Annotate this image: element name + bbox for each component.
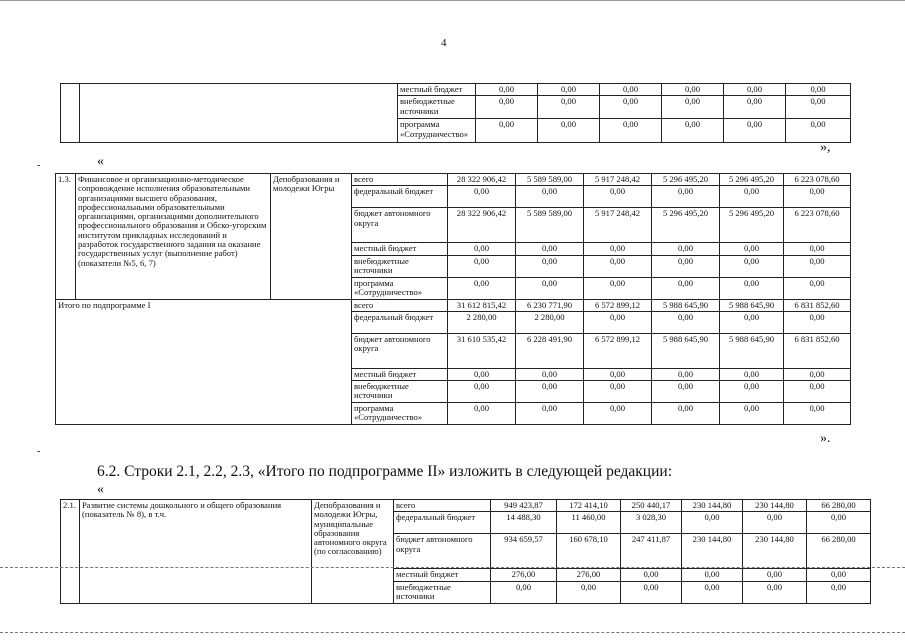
value-cell: 0,00 (584, 403, 652, 425)
value-cell: 0,00 (516, 186, 584, 208)
row-label: бюджет автономного округа (352, 333, 448, 368)
value-cell: 0,00 (724, 119, 786, 143)
row-label: всего (394, 500, 491, 512)
table-row (61, 500, 871, 512)
value-cell: 230 144,80 (682, 534, 743, 569)
value-cell: 5 917 248,42 (584, 208, 652, 243)
value-cell: 0,00 (516, 368, 584, 380)
value-cell: 11 460,00 (557, 512, 621, 534)
value-cell: 0,00 (682, 512, 743, 534)
value-cell: 0,00 (784, 311, 851, 333)
close-quote-2: ». (820, 431, 831, 446)
value-cell: 0,00 (538, 96, 600, 119)
row-label: местный бюджет (398, 84, 476, 96)
value-cell: 0,00 (448, 381, 516, 403)
row-label: бюджет автономного округа (394, 534, 491, 569)
row-label: бюджет автономного округа (352, 208, 448, 243)
row-number: 2.1. (61, 500, 80, 604)
value-cell: 0,00 (584, 255, 652, 277)
row-label: федеральный бюджет (352, 186, 448, 208)
value-cell: 0,00 (584, 368, 652, 380)
row-label: федеральный бюджет (394, 512, 491, 534)
value-cell: 0,00 (652, 277, 720, 299)
row-label: местный бюджет (352, 243, 448, 255)
value-cell: 0,00 (652, 186, 720, 208)
value-cell: 6 228 491,90 (516, 333, 584, 368)
row-description: Развитие системы дошкольного и общего образования (показатель № 8), в т.ч. (80, 500, 312, 604)
value-cell: 0,00 (448, 277, 516, 299)
value-cell: 5 296 495,20 (720, 208, 784, 243)
value-cell: 5 296 495,20 (720, 174, 784, 186)
value-cell: 31 612 815,42 (448, 299, 516, 311)
value-cell: 5 988 645,90 (720, 299, 784, 311)
value-cell: 276,00 (491, 569, 557, 581)
value-cell: 5 988 645,90 (652, 333, 720, 368)
value-cell: 0,00 (538, 119, 600, 143)
value-cell: 0,00 (652, 243, 720, 255)
row-description: Финансовое и организационно-методическое сопровождение исполнения образовательными организациями высшего образования, профессиональными образовательными организациями, организациями дополнительного профессионального образования и Обско-угорским институтом прикладных исследований и разработок государственного задания на оказание государственных услуг (выполнение работ) (показатели №5, 6, 7) (76, 174, 271, 300)
value-cell: 0,00 (784, 186, 851, 208)
value-cell: 0,00 (662, 96, 724, 119)
value-cell: 5 589 589,00 (516, 174, 584, 186)
scan-artifact-line (0, 567, 905, 568)
margin-dash-2: - (37, 446, 41, 457)
value-cell: 0,00 (682, 569, 743, 581)
open-quote-2: « (97, 482, 104, 497)
value-cell: 160 678,10 (557, 534, 621, 569)
row-executor: Депобразования и молодежи Югры, муниципальные образования автономного округа (по согласованию) (312, 500, 394, 604)
value-cell: 0,00 (743, 569, 807, 581)
table-continuation (60, 83, 851, 143)
row-number: 1.3. (56, 174, 76, 300)
value-cell: 949 423,87 (491, 500, 557, 512)
value-cell: 0,00 (584, 311, 652, 333)
value-cell: 0,00 (720, 255, 784, 277)
value-cell: 0,00 (516, 243, 584, 255)
value-cell: 0,00 (720, 186, 784, 208)
table-subprogram-2 (60, 499, 871, 604)
value-cell: 66 280,00 (807, 500, 871, 512)
page-number: 4 (441, 37, 447, 49)
value-cell: 31 610 535,42 (448, 333, 516, 368)
value-cell: 5 988 645,90 (720, 333, 784, 368)
value-cell: 0,00 (516, 255, 584, 277)
value-cell: 0,00 (448, 186, 516, 208)
table-row (61, 84, 851, 96)
row-label: внебюджетные источники (394, 581, 491, 603)
value-cell: 0,00 (476, 84, 538, 96)
value-cell: 5 988 645,90 (652, 299, 720, 311)
value-cell: 0,00 (807, 512, 871, 534)
row-label: внебюджетные источники (352, 381, 448, 403)
value-cell: 14 488,30 (491, 512, 557, 534)
value-cell: 0,00 (448, 243, 516, 255)
table-subprogram-1 (55, 173, 851, 425)
value-cell: 0,00 (786, 119, 851, 143)
row-label: местный бюджет (394, 569, 491, 581)
value-cell: 934 659,57 (491, 534, 557, 569)
value-cell: 28 322 906,42 (448, 174, 516, 186)
row-label: местный бюджет (352, 368, 448, 380)
close-quote-1: », (820, 140, 831, 155)
value-cell: 172 414,10 (557, 500, 621, 512)
table-row (56, 299, 851, 311)
value-cell: 0,00 (652, 403, 720, 425)
value-cell: 0,00 (662, 84, 724, 96)
value-cell: 0,00 (720, 243, 784, 255)
value-cell: 0,00 (784, 403, 851, 425)
margin-dash: - (37, 160, 41, 171)
value-cell: 247 411,87 (621, 534, 682, 569)
value-cell: 0,00 (743, 512, 807, 534)
row-label: всего (352, 299, 448, 311)
value-cell: 230 144,80 (743, 500, 807, 512)
value-cell: 0,00 (720, 277, 784, 299)
row-executor: Депобразования и молодежи Югры (271, 174, 352, 300)
value-cell: 0,00 (652, 381, 720, 403)
value-cell: 0,00 (600, 119, 662, 143)
value-cell: 0,00 (516, 403, 584, 425)
value-cell: 0,00 (724, 96, 786, 119)
table-row (56, 174, 851, 186)
description-cell (80, 84, 398, 143)
value-cell: 6 223 078,60 (784, 208, 851, 243)
section-heading: 6.2. Строки 2.1, 2.2, 2.3, «Итого по подпрограмме II» изложить в следующей редакции: (97, 463, 672, 480)
value-cell: 0,00 (448, 403, 516, 425)
value-cell: 0,00 (538, 84, 600, 96)
row-label: внебюджетные источники (352, 255, 448, 277)
value-cell: 0,00 (682, 581, 743, 603)
value-cell: 276,00 (557, 569, 621, 581)
value-cell: 0,00 (491, 581, 557, 603)
value-cell: 0,00 (720, 403, 784, 425)
value-cell: 0,00 (784, 368, 851, 380)
value-cell: 0,00 (807, 569, 871, 581)
open-quote-1: « (97, 154, 104, 169)
value-cell: 0,00 (621, 569, 682, 581)
value-cell: 0,00 (584, 186, 652, 208)
value-cell: 230 144,80 (682, 500, 743, 512)
total-title: Итого по подпрограмме I (56, 299, 352, 425)
value-cell: 0,00 (786, 84, 851, 96)
value-cell: 0,00 (784, 381, 851, 403)
value-cell: 6 572 899,12 (584, 333, 652, 368)
value-cell: 5 589 589,00 (516, 208, 584, 243)
value-cell: 28 322 906,42 (448, 208, 516, 243)
scan-artifact-line-bottom (0, 632, 905, 633)
value-cell: 5 296 495,20 (652, 174, 720, 186)
value-cell: 250 440,17 (621, 500, 682, 512)
value-cell: 0,00 (516, 381, 584, 403)
value-cell: 0,00 (720, 381, 784, 403)
value-cell: 0,00 (600, 96, 662, 119)
row-label: программа «Сотрудничество» (398, 119, 476, 143)
value-cell: 5 917 248,42 (584, 174, 652, 186)
value-cell: 0,00 (784, 277, 851, 299)
row-label: внебюджетные источники (398, 96, 476, 119)
value-cell: 0,00 (557, 581, 621, 603)
value-cell: 0,00 (652, 311, 720, 333)
value-cell: 0,00 (720, 368, 784, 380)
value-cell: 0,00 (476, 96, 538, 119)
value-cell: 0,00 (784, 243, 851, 255)
value-cell: 6 831 852,60 (784, 333, 851, 368)
value-cell: 0,00 (584, 381, 652, 403)
value-cell: 0,00 (652, 368, 720, 380)
scan-top-edge (0, 0, 905, 1)
value-cell: 6 223 078,60 (784, 174, 851, 186)
value-cell: 0,00 (584, 243, 652, 255)
value-cell: 0,00 (662, 119, 724, 143)
value-cell: 230 144,80 (743, 534, 807, 569)
value-cell: 0,00 (476, 119, 538, 143)
value-cell: 0,00 (743, 581, 807, 603)
value-cell: 0,00 (724, 84, 786, 96)
value-cell: 0,00 (584, 277, 652, 299)
value-cell: 0,00 (600, 84, 662, 96)
value-cell: 2 280,00 (448, 311, 516, 333)
value-cell: 0,00 (784, 255, 851, 277)
value-cell: 5 296 495,20 (652, 208, 720, 243)
value-cell: 66 280,00 (807, 534, 871, 569)
value-cell: 3 028,30 (621, 512, 682, 534)
value-cell: 0,00 (807, 581, 871, 603)
value-cell: 6 572 899,12 (584, 299, 652, 311)
value-cell: 6 230 771,90 (516, 299, 584, 311)
value-cell: 2 280,00 (516, 311, 584, 333)
value-cell: 0,00 (652, 255, 720, 277)
row-label: всего (352, 174, 448, 186)
value-cell: 0,00 (786, 96, 851, 119)
row-label: программа «Сотрудничество» (352, 403, 448, 425)
value-cell: 6 831 852,60 (784, 299, 851, 311)
value-cell: 0,00 (516, 277, 584, 299)
row-label: федеральный бюджет (352, 311, 448, 333)
value-cell: 0,00 (621, 581, 682, 603)
row-label: программа «Сотрудничество» (352, 277, 448, 299)
value-cell: 0,00 (448, 255, 516, 277)
value-cell: 0,00 (720, 311, 784, 333)
row-number-cell (61, 84, 80, 143)
value-cell: 0,00 (448, 368, 516, 380)
